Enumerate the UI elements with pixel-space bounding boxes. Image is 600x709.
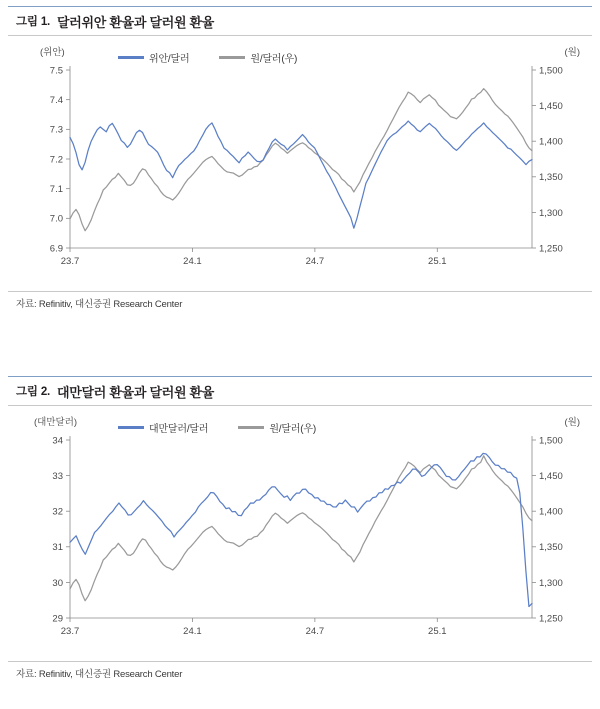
figure-2-legend	[118, 420, 316, 435]
svg-text:1,450: 1,450	[539, 471, 563, 482]
figure-2-number: 그림 2.	[16, 386, 51, 398]
svg-text:1,400: 1,400	[539, 506, 563, 518]
svg-text:33: 33	[52, 471, 63, 482]
svg-text:1,350: 1,350	[539, 172, 563, 184]
legend-swatch-line-icon	[238, 426, 264, 429]
figure-1-source: 자료: Refinitiv, 대신증권 Research Center	[16, 298, 183, 310]
svg-text:32: 32	[52, 506, 63, 518]
legend-label-1: 원/달러(우)	[269, 424, 317, 435]
svg-text:1,300: 1,300	[539, 577, 563, 589]
figure-1-svg	[8, 36, 592, 291]
svg-text:6.9: 6.9	[49, 243, 63, 255]
legend-item-1	[238, 420, 316, 435]
svg-text:23.7: 23.7	[60, 626, 80, 637]
legend-item-0	[118, 50, 189, 65]
svg-text:25.1: 25.1	[428, 626, 447, 637]
svg-text:24.1: 24.1	[183, 626, 202, 637]
legend-label-0: 대만달러/달러	[149, 424, 209, 435]
legend-label-0: 위안/달러	[149, 54, 190, 65]
figure-2-svg	[8, 406, 592, 661]
svg-text:31: 31	[52, 542, 63, 554]
figure-2	[8, 376, 592, 698]
figure-1-left-unit: (위안)	[40, 47, 65, 58]
figure-2-left-unit: (대만달러)	[34, 417, 78, 428]
svg-text:24.7: 24.7	[305, 626, 325, 637]
figure-1-title: 달러위안 환율과 달러원 환율	[57, 14, 215, 30]
figure-1-footer	[8, 291, 592, 313]
svg-text:23.7: 23.7	[60, 256, 80, 267]
legend-item-1	[219, 50, 297, 65]
svg-text:7.0: 7.0	[49, 213, 63, 225]
legend-swatch-line-icon	[219, 56, 245, 59]
legend-swatch-line-icon	[118, 56, 144, 59]
figure-1-header	[8, 6, 592, 36]
svg-text:7.5: 7.5	[49, 65, 63, 77]
figure-2-title: 대만달러 환율과 달러원 환율	[57, 384, 215, 400]
svg-text:7.3: 7.3	[49, 124, 63, 136]
figure-2-right-unit: (원)	[564, 417, 580, 428]
figure-2-plot	[8, 406, 592, 661]
legend-item-0	[118, 420, 208, 435]
figure-1-plot	[8, 36, 592, 291]
legend-label-1: 원/달러(우)	[250, 54, 298, 65]
svg-text:29: 29	[52, 613, 63, 625]
figure-1-legend	[118, 50, 297, 65]
svg-text:24.1: 24.1	[183, 256, 202, 267]
figure-2-source: 자료: Refinitiv, 대신증권 Research Center	[16, 668, 183, 680]
figure-1-number: 그림 1.	[16, 16, 51, 28]
legend-swatch-line-icon	[118, 426, 144, 429]
svg-text:7.1: 7.1	[49, 184, 63, 196]
svg-text:30: 30	[52, 577, 63, 589]
figure-2-footer	[8, 661, 592, 683]
svg-text:1,500: 1,500	[539, 435, 563, 447]
svg-text:1,350: 1,350	[539, 542, 563, 554]
svg-text:1,450: 1,450	[539, 101, 563, 112]
svg-text:34: 34	[52, 435, 63, 447]
figure-1	[8, 6, 592, 328]
svg-text:24.7: 24.7	[305, 256, 325, 267]
svg-text:7.4: 7.4	[49, 95, 63, 107]
svg-text:1,400: 1,400	[539, 136, 563, 148]
svg-text:7.2: 7.2	[49, 154, 63, 166]
figure-1-right-unit: (원)	[564, 47, 580, 58]
svg-text:25.1: 25.1	[428, 256, 447, 267]
figure-2-header	[8, 376, 592, 406]
svg-text:1,500: 1,500	[539, 65, 563, 77]
svg-text:1,250: 1,250	[539, 613, 563, 625]
svg-text:1,250: 1,250	[539, 243, 563, 255]
svg-text:1,300: 1,300	[539, 207, 563, 219]
